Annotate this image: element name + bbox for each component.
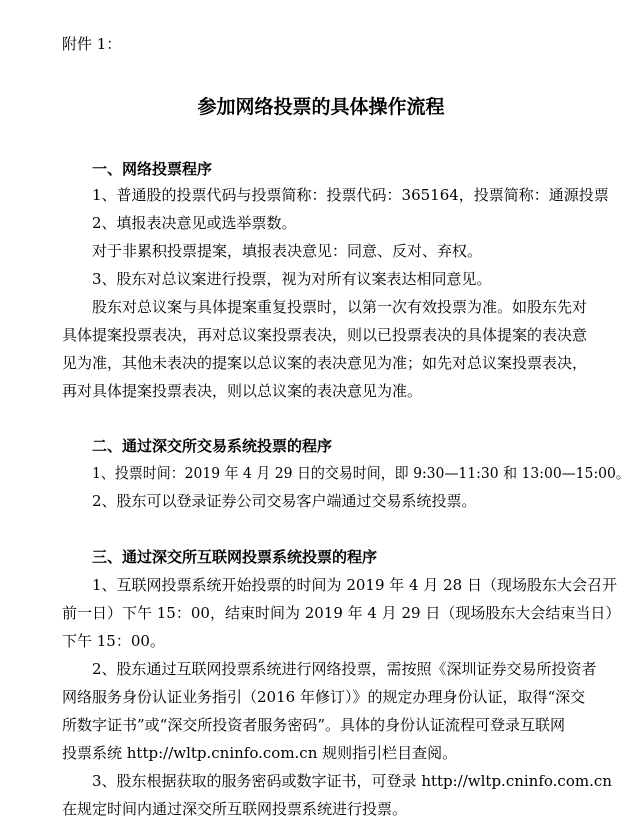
section-1-line: 再对具体提案投票表决，则以总议案的表决意见为准。 <box>62 382 423 400</box>
section-1-heading: 一、网络投票程序 <box>92 160 213 178</box>
section-3-line: 在规定时间内通过深交所互联网投票系统进行投票。 <box>62 800 408 818</box>
section-2-line: 1、投票时间：2019 年 4 月 29 日的交易时间，即 9:30—11:30 和 13:00—15:00。 <box>92 464 630 482</box>
section-3-line: 3、股东根据获取的服务密码或数字证书，可登录 http://wltp.cninfo.com.cn <box>92 772 612 790</box>
section-3-line: 下午 15：00。 <box>62 632 165 650</box>
section-1-line: 1、普通股的投票代码与投票简称：投票代码：365164，投票简称：通源投票 <box>92 186 609 204</box>
page-title: 参加网络投票的具体操作流程 <box>197 96 445 118</box>
section-2-line: 2、股东可以登录证券公司交易客户端通过交易系统投票。 <box>92 492 477 510</box>
section-1-line: 股东对总议案与具体提案重复投票时，以第一次有效投票为准。如股东先对 <box>92 298 588 316</box>
section-3-line: 投票系统 http://wltp.cninfo.com.cn 规则指引栏目查阅。 <box>62 744 458 762</box>
section-1-line: 对于非累积投票提案，填报表决意见：同意、反对、弃权。 <box>92 242 483 260</box>
attachment-label: 附件 1： <box>62 35 122 53</box>
section-3-line: 网络服务身份认证业务指引（2016 年修订）》的规定办理身份认证，取得“深交 <box>62 688 586 706</box>
section-2-heading: 二、通过深交所交易系统投票的程序 <box>92 437 333 455</box>
section-3-line: 前一日）下午 15：00，结束时间为 2019 年 4 月 29 日（现场股东大会结束当日） <box>62 604 621 622</box>
section-1-line: 3、股东对总议案进行投票，视为对所有议案表达相同意见。 <box>92 270 492 288</box>
section-1-line: 2、填报表决意见或选举票数。 <box>92 214 297 232</box>
section-3-line: 2、股东通过互联网投票系统进行网络投票，需按照《深圳证券交易所投资者 <box>92 660 597 678</box>
section-1-line: 见为准，其他未表决的提案以总议案的表决意见为准；如先对总议案投票表决， <box>62 354 588 372</box>
section-3-line: 所数字证书”或“深交所投资者服务密码”。具体的身份认证流程可登录互联网 <box>62 716 566 734</box>
section-1-line: 具体提案投票表决，再对总议案投票表决，则以已投票表决的具体提案的表决意 <box>62 326 588 344</box>
section-3-line: 1、互联网投票系统开始投票的时间为 2019 年 4 月 28 日（现场股东大会召开 <box>92 576 617 594</box>
section-3-heading: 三、通过深交所互联网投票系统投票的程序 <box>92 548 378 566</box>
